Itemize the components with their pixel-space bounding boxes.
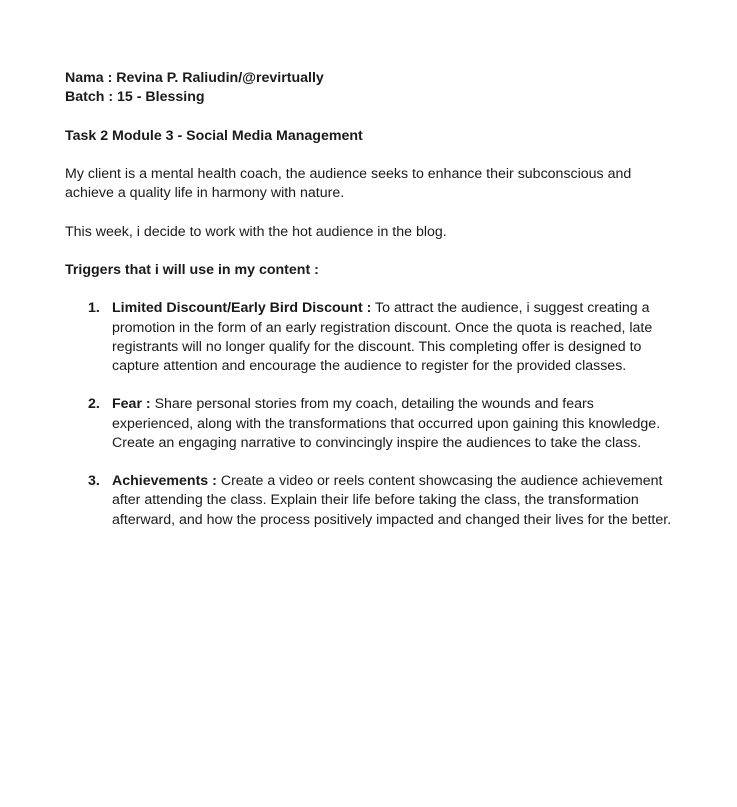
- task-title: Task 2 Module 3 - Social Media Management: [65, 127, 363, 144]
- trigger-item-achievements: [65, 472, 672, 530]
- batch-line: Batch : 15 - Blessing: [65, 89, 205, 106]
- client-description: My client is a mental health coach, the audience seeks to enhance their subconscious and achieve a quality life in harmony with nature.: [65, 165, 632, 202]
- spacer: [65, 107, 665, 126]
- trigger-title: Limited Discount/Early Bird Discount :: [112, 300, 372, 317]
- list-number: 3.: [88, 473, 100, 490]
- spacer: [65, 280, 665, 299]
- spacer: [65, 242, 665, 261]
- spacer: [65, 146, 665, 165]
- trigger-title: Achievements :: [112, 473, 217, 490]
- trigger-text: To attract the audience, i suggest creating a promotion in the form of an early registration discount. Once the quota is reached, late registrants will no longer qualify for the discount. This completing offer is designed to capture attention and encourage the audience to register for the provided classes.: [112, 300, 653, 374]
- list-number: 2.: [88, 396, 100, 413]
- spacer: [65, 203, 665, 222]
- trigger-text: Share personal stories from my coach, detailing the wounds and fears experienced, along with the transformations that occurred upon gaining this knowledge. Create an engaging narrative to convincingly inspire the audiences to take the class.: [112, 396, 661, 451]
- trigger-item-fear: [65, 395, 672, 453]
- trigger-title: Fear :: [112, 396, 151, 413]
- triggers-heading: Triggers that i will use in my content :: [65, 261, 319, 278]
- triggers-list: [65, 299, 672, 529]
- trigger-item-limited-discount: [65, 299, 672, 376]
- weekly-plan: This week, i decide to work with the hot audience in the blog.: [65, 223, 447, 240]
- trigger-text: Create a video or reels content showcasing the audience achievement after attending the class. Explain their life before taking the class, the transformation afterward, and how the process positively impacted and changed their lives for the better.: [112, 473, 672, 528]
- list-number: 1.: [88, 300, 100, 317]
- document-page: [65, 69, 672, 530]
- name-line: Nama : Revina P. Raliudin/@revirtually: [65, 70, 324, 86]
